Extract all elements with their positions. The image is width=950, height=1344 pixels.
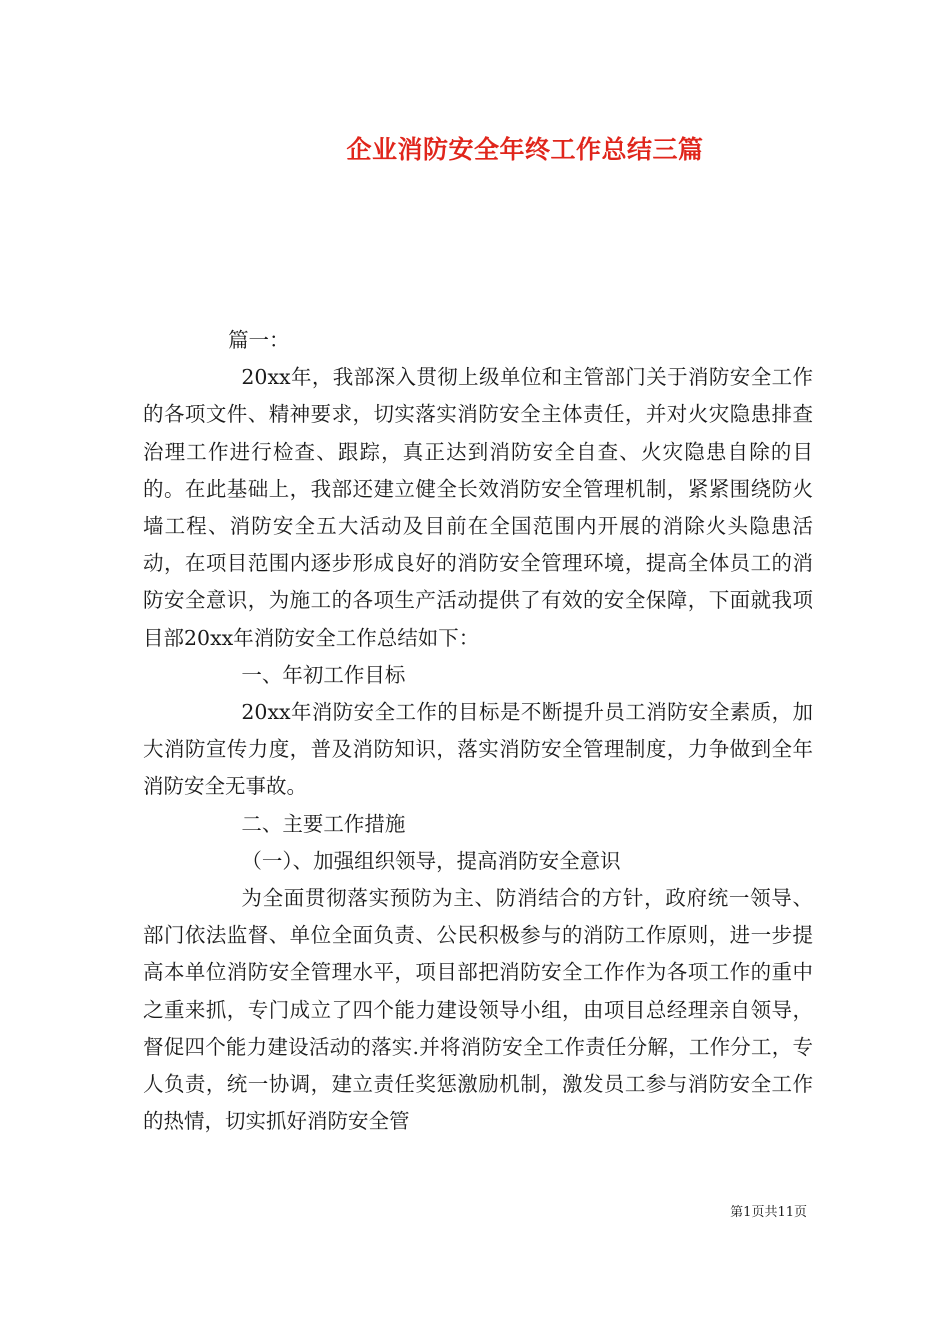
heading-main-measures: 二、主要工作措施 bbox=[241, 811, 406, 836]
heading-annual-goal: 一、年初工作目标 bbox=[241, 662, 406, 687]
page-number: 第1页共11页 bbox=[730, 1205, 807, 1220]
subheading-organization: （一）、加强组织领导，提高消防安全意识 bbox=[241, 848, 621, 873]
paragraph-organization: 为全面贯彻落实预防为主、防消结合的方针，政府统一领导、部门依法监督、单位全面负责、公民积极参与的消防工作原则，进一步提高本单位消防安全管理水平，项目部把消防安全工作作为各项工作的重中之重来抓，专门成立了四个能力建设领导小组，由项目总经理亲自领导，督促四个能力建设活动的落实.并将消防安全工作责任分解，工作分工，专人负责，统一协调，建立责任奖惩激励机制，激发员工参与消防安全工作的热情，切实抓好消防安全管 bbox=[143, 886, 813, 1134]
document-title: 企业消防安全年终工作总结三篇 bbox=[346, 135, 704, 164]
section-heading-part-one: 篇一： bbox=[228, 328, 290, 352]
paragraph-goal: 20xx年消防安全工作的目标是不断提升员工消防安全素质，加大消防宣传力度，普及消防知识，落实消防安全管理制度，力争做到全年消防安全无事故。 bbox=[143, 700, 813, 799]
document-body bbox=[143, 322, 813, 1140]
paragraph-intro: 20xx年，我部深入贯彻上级单位和主管部门关于消防安全工作的各项文件、精神要求，切实落实消防安全主体责任，并对火灾隐患排查治理工作进行检查、跟踪，真正达到消防安全自查、火灾隐患自除的目的。在此基础上，我部还建立健全长效消防安全管理机制，紧紧围绕防火墙工程、消防安全五大活动及目前在全国范围内开展的消除火头隐患活动，在项目范围内逐步形成良好的消防安全管理环境，提高全体员工的消防安全意识，为施工的各项生产活动提供了有效的安全保障，下面就我项目部20xx年消防安全工作总结如下： bbox=[143, 365, 813, 650]
